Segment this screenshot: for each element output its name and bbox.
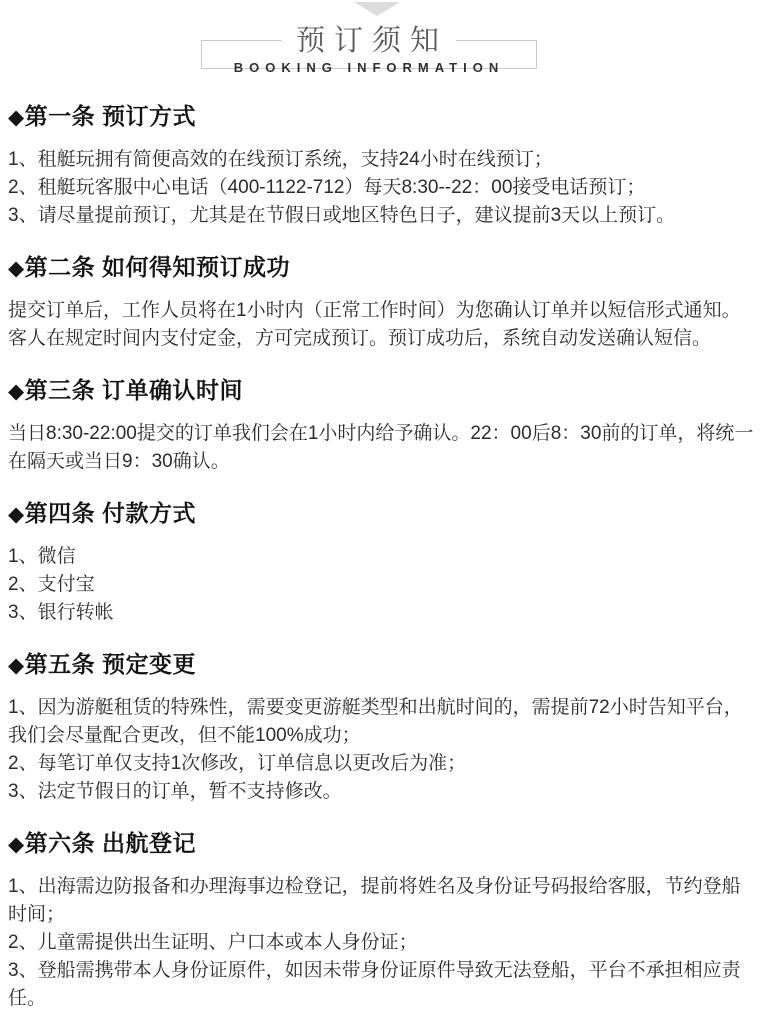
section-departure-registration <box>8 828 758 1013</box>
paragraph: 当日8:30-22:00提交的订单我们会在1小时内给予确认。22：00后8：30前的订单，将统一在隔天或当日9：30确认。 <box>8 423 754 472</box>
list-item: 2、支付宝 <box>8 574 95 595</box>
list-item: 2、每笔订单仅支持1次修改，订单信息以更改后为准； <box>8 753 467 774</box>
section-body <box>8 420 758 476</box>
section-heading <box>8 649 758 681</box>
list-item: 2、儿童需提供出生证明、户口本或本人身份证； <box>8 932 418 953</box>
diamond-icon: ◆ <box>8 257 25 280</box>
section-heading <box>8 498 758 530</box>
diamond-icon: ◆ <box>8 380 25 403</box>
section-payment-method <box>8 498 758 627</box>
list-item: 2、租艇玩客服中心电话（400-1122-712）每天8:30--22：00接受电话预订； <box>8 177 646 198</box>
section-heading <box>8 252 758 284</box>
section-body <box>8 297 758 353</box>
list-item: 1、微信 <box>8 546 76 567</box>
list-item: 3、请尽量提前预订，尤其是在节假日或地区特色日子，建议提前3天以上预订。 <box>8 205 676 226</box>
notice-content <box>0 101 770 1013</box>
section-order-confirm-time <box>8 375 758 476</box>
page-title: 预订须知 <box>282 24 456 58</box>
section-body <box>8 146 758 230</box>
list-item: 3、银行转帐 <box>8 602 114 623</box>
diamond-icon: ◆ <box>8 503 25 526</box>
triangle-down-icon <box>354 2 400 16</box>
section-heading-text: 第二条 如何得知预订成功 <box>24 254 291 280</box>
section-body <box>8 694 758 806</box>
diamond-icon: ◆ <box>8 106 25 129</box>
section-heading-text: 第六条 出航登记 <box>24 830 197 856</box>
section-heading <box>8 101 758 133</box>
section-heading-text: 第三条 订单确认时间 <box>24 377 244 403</box>
diamond-icon: ◆ <box>8 833 25 856</box>
diamond-icon: ◆ <box>8 654 25 677</box>
list-item: 1、因为游艇租赁的特殊性，需要变更游艇类型和出航时间的，需提前72小时告知平台，我们会尽量配合更改，但不能100%成功； <box>8 697 743 746</box>
list-item: 3、法定节假日的订单，暂不支持修改。 <box>8 781 342 802</box>
section-heading <box>8 828 758 860</box>
list-item: 1、出海需边防报备和办理海事边检登记，提前将姓名及身份证号码报给客服，节约登船时间； <box>8 876 741 925</box>
section-booking-changes <box>8 649 758 806</box>
section-booking-confirmation-notice <box>8 252 758 353</box>
page-subtitle: BOOKING INFORMATION <box>233 60 505 75</box>
list-item: 3、登船需携带本人身份证原件，如因未带身份证原件导致无法登船，平台不承担相应责任。 <box>8 960 741 1009</box>
section-body <box>8 873 758 1013</box>
section-booking-method <box>8 101 758 230</box>
page-header <box>0 0 770 76</box>
paragraph: 提交订单后，工作人员将在1小时内（正常工作时间）为您确认订单并以短信形式通知。客人在规定时间内支付定金，方可完成预订。预订成功后，系统自动发送确认短信。 <box>8 300 741 349</box>
section-heading-text: 第一条 预订方式 <box>24 103 197 129</box>
section-body <box>8 543 758 627</box>
list-item: 1、租艇玩拥有简便高效的在线预订系统，支持24小时在线预订； <box>8 149 553 170</box>
section-heading <box>8 375 758 407</box>
section-heading-text: 第四条 付款方式 <box>24 500 197 526</box>
title-box <box>201 25 537 75</box>
section-heading-text: 第五条 预定变更 <box>24 651 197 677</box>
